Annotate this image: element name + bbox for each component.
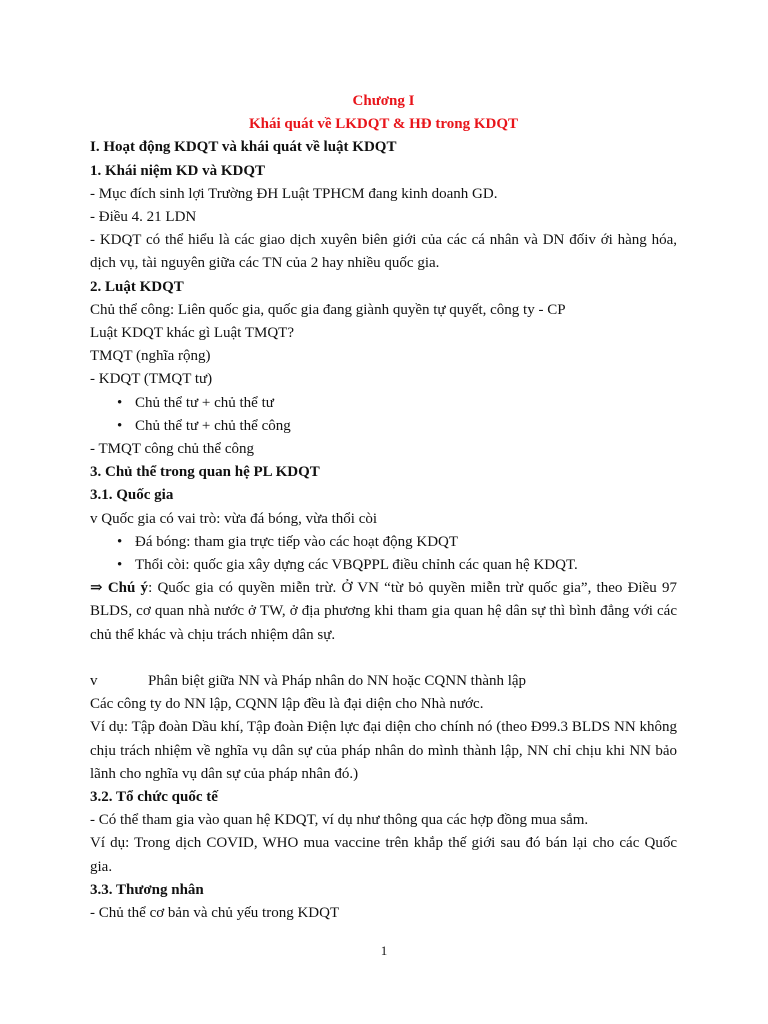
page-number: 1 — [380, 943, 388, 958]
note-text: : Quốc gia có quyền miễn trừ. Ở VN “từ bỏ quyền miễn trừ quốc gia”, theo Điều 97 BLDS, cơ quan nhà nước ở TW, ở địa phương khi tham gia quan hệ dân sự thì bình đẳng với các chủ thể khác và chịu trách nhiệm dân sự. — [90, 580, 677, 643]
bullet-list — [90, 392, 677, 438]
right-arrow-icon: ⇒ — [90, 580, 103, 597]
paragraph: Ví dụ: Trong dịch COVID, WHO mua vaccine trên khắp thế giới sau đó bán lại cho các Quốc gia. — [90, 835, 677, 875]
paragraph: - Điều 4. 21 LDN — [90, 209, 197, 226]
bullet-item: • Chủ thể tư + chủ thể tư — [135, 392, 677, 415]
note-label: Chú ý — [107, 580, 149, 597]
chapter-title: Khái quát về LKDQT & HĐ trong KDQT — [248, 116, 519, 133]
subsection-heading-3-1: 3.1. Quốc gia — [90, 487, 174, 504]
bullet-list — [90, 531, 677, 577]
bullet-item: • Đá bóng: tham gia trực tiếp vào các hoạt động KDQT — [135, 531, 677, 554]
bullet-item: • Thổi còi: quốc gia xây dựng các VBQPPL điều chỉnh các quan hệ KDQT. — [135, 554, 677, 577]
subsection-heading-3-2: 3.2. Tổ chức quốc tế — [90, 789, 218, 806]
section-heading-3: 3. Chủ thể trong quan hệ PL KDQT — [90, 464, 320, 481]
chapter-number: Chương I — [352, 93, 415, 109]
document-body — [90, 90, 677, 925]
section-heading-2: 2. Luật KDQT — [90, 278, 184, 295]
paragraph: TMQT (nghĩa rộng) — [90, 348, 211, 365]
paragraph: v Quốc gia có vai trò: vừa đá bóng, vừa thổi còi — [90, 510, 378, 527]
paragraph: Các công ty do NN lập, CQNN lập đều là đại diện cho Nhà nước. — [90, 696, 484, 713]
paragraph: - Có thể tham gia vào quan hệ KDQT, ví dụ như thông qua các hợp đồng mua sắm. — [90, 812, 589, 829]
v-bullet-mark: v — [90, 673, 98, 690]
paragraph: Ví dụ: Tập đoàn Dầu khí, Tập đoàn Điện lực đại diện cho chính nó (theo Đ99.3 BLDS NN không chịu trách nhiệm về nghĩa vụ dân sự của pháp nhân do mình thành lập, NN chỉ chịu khi NN bảo lãnh cho nghĩa vụ dân sự của pháp nhân đó.) — [90, 719, 677, 782]
paragraph: - KDQT (TMQT tư) — [90, 371, 213, 388]
bullet-item: • Chủ thể tư + chủ thể công — [135, 415, 677, 438]
spacer — [90, 647, 677, 670]
v-text: Phân biệt giữa NN và Pháp nhân do NN hoặc CQNN thành lập — [148, 673, 527, 690]
section-heading-1: 1. Khái niệm KD và KDQT — [90, 162, 266, 179]
paragraph: Chủ thể công: Liên quốc gia, quốc gia đang giành quyền tự quyết, công ty - CP — [90, 301, 566, 318]
note-paragraph — [90, 577, 677, 647]
paragraph: - Chủ thể cơ bản và chủ yếu trong KDQT — [90, 905, 340, 922]
paragraph: Luật KDQT khác gì Luật TMQT? — [90, 325, 294, 342]
v-paragraph — [90, 670, 677, 693]
subsection-heading-3-3: 3.3. Thương nhân — [90, 881, 204, 898]
section-heading-I: I. Hoạt động KDQT và khái quát về luật KDQT — [90, 139, 397, 156]
paragraph: - KDQT có thể hiểu là các giao dịch xuyên biên giới của các cá nhân và DN đốiv ới hàng hóa, dịch vụ, tài nguyên giữa các TN của 2 hay nhiều quốc gia. — [90, 232, 677, 272]
paragraph: - Mục đích sinh lợi Trường ĐH Luật TPHCM đang kinh doanh GD. — [90, 185, 498, 202]
paragraph: - TMQT công chủ thể công — [90, 441, 254, 458]
